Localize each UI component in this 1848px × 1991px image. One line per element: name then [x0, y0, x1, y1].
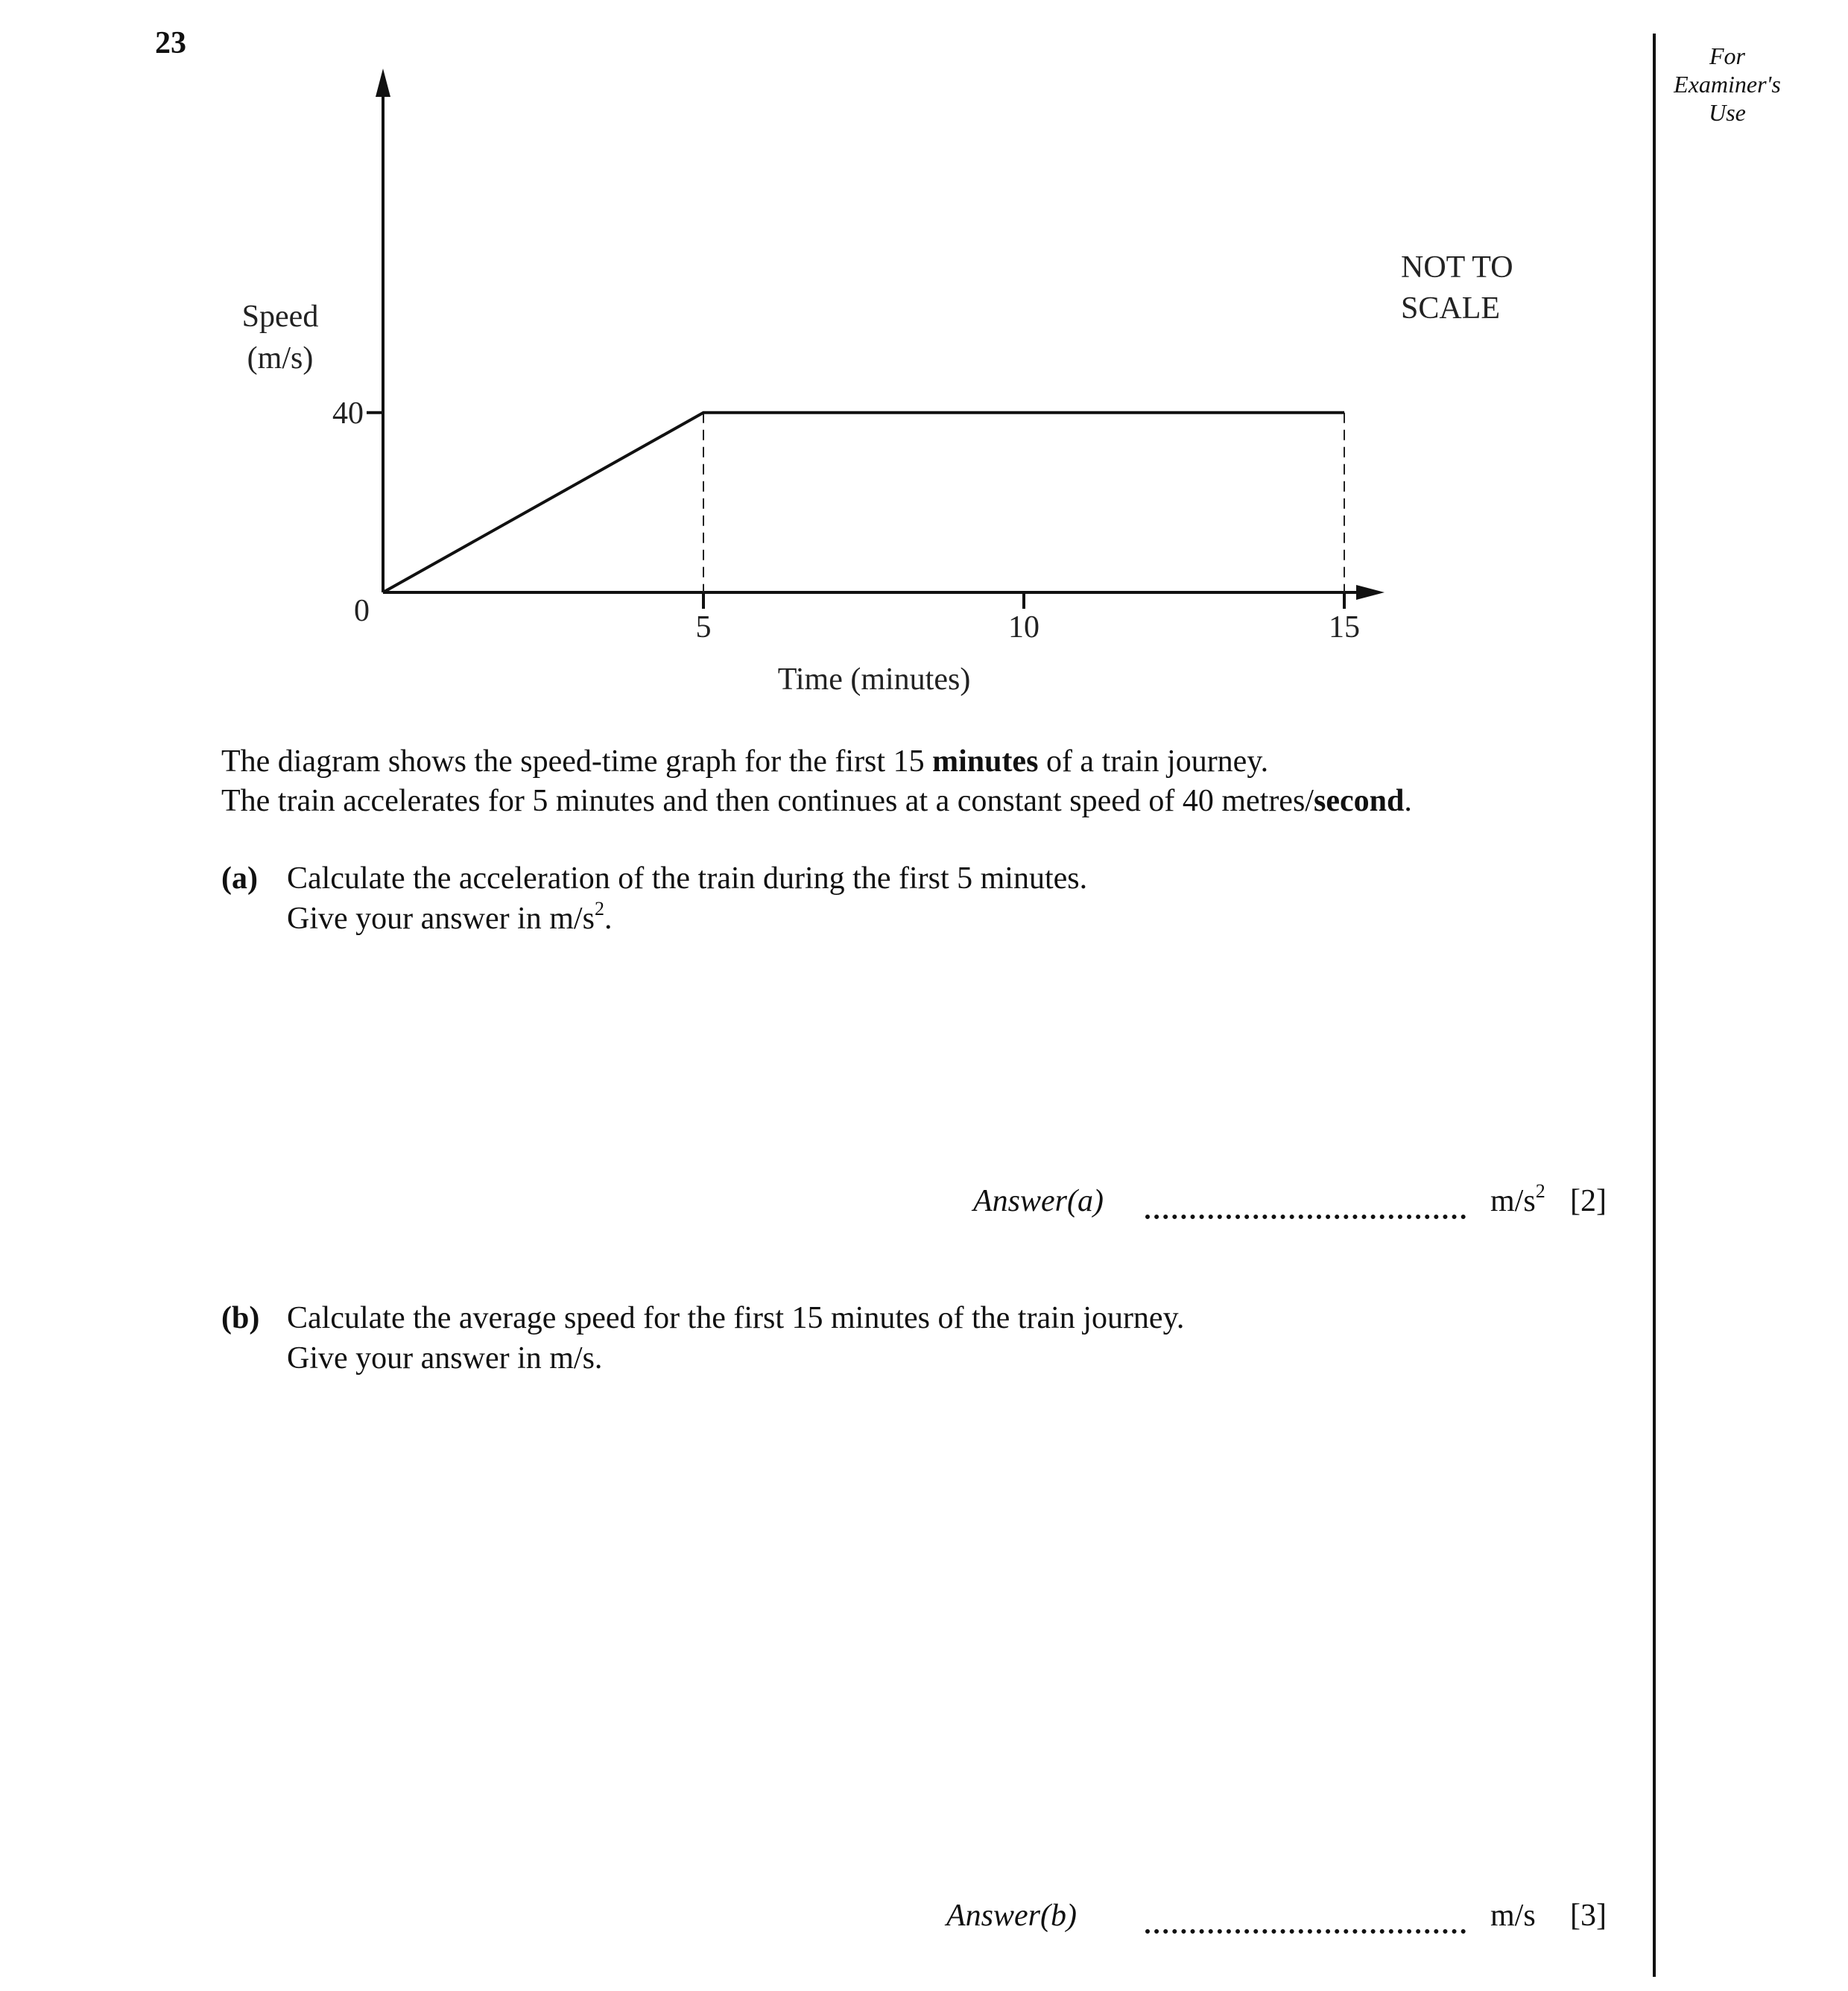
answer-a-label: Answer(a) — [973, 1184, 1104, 1218]
not-to-scale-line1: NOT TO — [1401, 250, 1513, 285]
x-tick-label: 15 — [1329, 610, 1360, 645]
part-b-line-1: Calculate the average speed for the first 15 minutes of the train journey. — [287, 1301, 1185, 1335]
part-a-line-2-end: . — [604, 902, 613, 936]
y-axis-label-line2: (m/s) — [247, 341, 314, 376]
answer-a-unit-sup: 2 — [1535, 1180, 1545, 1202]
part-a-sup: 2 — [594, 898, 604, 919]
y-tick-label: 40 — [332, 396, 364, 431]
question-number: 23 — [155, 26, 186, 60]
intro-bold: minutes — [932, 744, 1039, 779]
part-b-line-2: Give your answer in m/s. — [287, 1341, 603, 1376]
not-to-scale-line2: SCALE — [1401, 291, 1501, 326]
part-a-line-1: Calculate the acceleration of the train during the first 5 minutes. — [287, 861, 1088, 896]
graph-marks — [383, 413, 1344, 592]
answer-a-unit — [1490, 1180, 1545, 1219]
speed-time-graph — [0, 0, 1848, 715]
x-tick-label: 5 — [695, 610, 712, 645]
examiner-line-2: Examiner's — [1674, 71, 1781, 98]
examiner-line-3: Use — [1709, 99, 1746, 126]
intro-line-2 — [221, 781, 1412, 821]
part-a-line-2 — [287, 899, 1087, 939]
intro-line-1 — [221, 741, 1268, 782]
answer-b-marks: [3] — [1570, 1899, 1607, 1933]
answer-a-marks: [2] — [1570, 1184, 1607, 1218]
answer-a-unit-text: m/s — [1490, 1184, 1536, 1218]
part-b-body — [287, 1298, 1184, 1378]
examiner-line-1: For — [1709, 42, 1745, 69]
x-axis-arrowhead — [1356, 585, 1385, 600]
answer-b-unit: m/s — [1490, 1899, 1536, 1933]
y-axis-label-line1: Speed — [241, 300, 319, 334]
part-a-body — [287, 858, 1087, 939]
x-tick-label: 10 — [1008, 610, 1040, 645]
intro-bold: second — [1313, 784, 1405, 818]
intro-text: The train accelerates for 5 minutes and then continues at a constant speed of 40 metres/ — [221, 784, 1314, 818]
origin-label: 0 — [354, 594, 370, 628]
intro-text: . — [1404, 784, 1412, 818]
y-axis-arrowhead — [376, 69, 390, 97]
answer-b-label: Answer(b) — [946, 1899, 1077, 1933]
answer-b-field[interactable] — [1145, 1929, 1466, 1934]
speed-line-series — [383, 413, 1344, 592]
x-axis-label: Time (minutes) — [777, 662, 971, 697]
intro-text: The diagram shows the speed-time graph for the first 15 — [221, 744, 933, 779]
part-a-line-2-text: Give your answer in m/s — [287, 902, 595, 936]
intro-text: of a train journey. — [1038, 744, 1269, 779]
part-b-label: (b) — [221, 1301, 260, 1335]
part-a-label: (a) — [221, 861, 258, 896]
answer-a-field[interactable] — [1145, 1215, 1466, 1219]
graph-axes — [332, 69, 1385, 645]
